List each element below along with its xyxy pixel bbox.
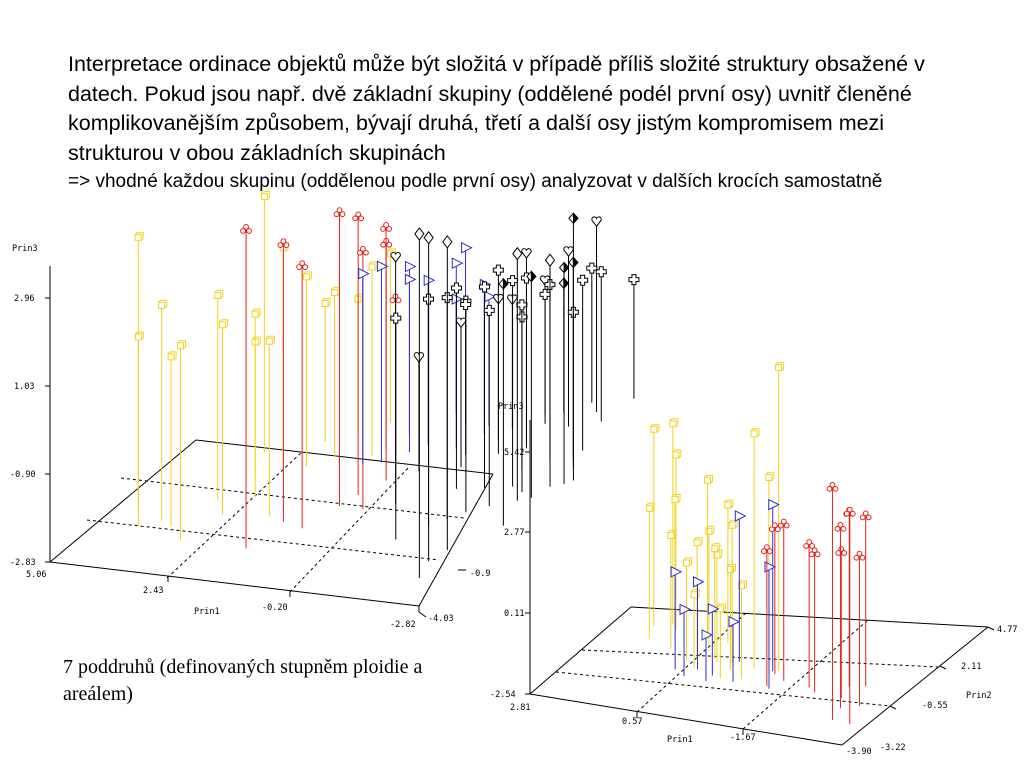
chart-left-y-tick-label: -0.9 [470,569,491,579]
data-point-marker [405,274,415,284]
data-point-marker [220,320,228,328]
chart-left-marks [135,191,639,578]
data-point-marker [705,475,713,483]
data-point [578,275,588,450]
chart-left-x-tick-label: -0.20 [262,603,288,613]
data-point [596,267,606,422]
data-point-marker [670,419,678,427]
data-point [135,232,143,508]
data-point-marker [252,309,260,317]
data-point [135,332,143,527]
data-point [355,294,363,432]
data-point-marker [135,232,143,240]
data-point [252,337,260,496]
chart-right-y-label: Prin2 [966,691,992,701]
data-point [415,228,424,578]
data-point [332,287,340,456]
chart-right-z-tick-label: 0.11 [504,609,525,619]
data-point-marker [135,332,143,340]
data-point-marker [391,313,401,323]
data-point-marker [729,520,737,528]
chart-right-z-tick-label: 5.42 [504,448,525,458]
data-point [836,547,847,698]
data-point-marker [451,283,461,293]
chart-left-floor-edge [196,440,493,474]
data-point [405,262,415,453]
chart-right-marks [646,363,871,724]
chart-right-frame [525,420,994,745]
data-point-marker [592,217,601,226]
data-point [369,262,377,457]
data-point [456,318,465,467]
data-point-marker [484,305,494,315]
chart-left-z-tick-label: -2.83 [10,558,36,568]
data-point [694,538,702,660]
chart-right-y-tick [890,706,896,709]
data-point-marker [596,267,606,277]
data-point-marker [369,262,377,270]
chart-left-x-tick-label: -2.82 [390,620,416,630]
data-point [278,239,289,522]
data-point-marker [177,341,185,349]
chart-left-y-tick [419,612,426,617]
chart-right-y-tick [940,666,946,669]
data-point-marker [452,258,462,268]
chart-left-x-tick-label: 5.06 [26,570,47,580]
data-point-marker [266,336,274,344]
data-point-marker [522,249,531,258]
data-point [559,278,568,412]
chart-left-z-label: Prin3 [12,244,38,254]
data-point [809,548,820,692]
data-point [261,191,269,452]
data-point [159,300,167,520]
data-point [751,429,759,668]
data-point-marker [651,424,659,432]
data-point [564,247,573,427]
chart-left-labels [10,244,490,630]
data-point-marker [702,630,712,640]
chart-right-y-tick-label: -0.55 [922,701,948,711]
chart-caption: 7 poddruhů (definovaných stupněm ploidie a areálem) [63,656,423,705]
data-point-marker [694,538,702,546]
data-point-marker [578,275,588,285]
data-point [177,341,185,541]
data-point [451,283,461,489]
data-point-marker [499,279,508,289]
data-point-marker [629,275,639,285]
data-point [220,320,228,515]
chart-right-grid-line [582,650,938,667]
chart-left-z-tick-label: -0.90 [10,470,36,480]
data-point-marker [680,604,690,614]
data-point-marker [725,500,733,508]
data-point-marker [587,263,597,273]
data-point-marker [462,243,472,253]
data-point [443,236,452,550]
chart-left-grid-line [121,478,464,518]
data-point [462,243,472,423]
data-point [304,272,312,467]
data-point-marker [646,503,654,511]
chart-right-floor-edge [842,627,988,745]
chart-right-z-tick-label: 2.77 [504,528,525,538]
data-point-marker [694,577,704,587]
chart-right-x-tick-label: -3.90 [846,747,872,757]
data-point [776,363,784,671]
data-point [587,263,597,402]
heading-conclusion: => vhodné každou skupinu (oddělenou podle první osy) analyzovat v dalších krocích samostatně [68,171,883,192]
data-point-marker [540,289,550,299]
chart-right-z-tick-label: -2.54 [490,690,516,700]
data-point [388,249,396,423]
data-point [680,604,690,676]
chart-right-y-tick [988,627,994,630]
data-point-marker [559,278,568,288]
chart-left-x-label: Prin1 [194,607,220,617]
data-point-marker [729,617,739,627]
data-point [651,424,659,626]
data-point-marker [391,253,400,262]
data-point-marker [546,254,555,266]
chart-right-grid-line [637,613,746,712]
chart-left-x-tick-label: 2.43 [143,586,164,596]
data-point-marker [712,544,720,552]
data-point [322,298,330,442]
data-point-marker [673,450,681,458]
chart-right-z-label: Prin3 [498,402,524,412]
data-point-marker [355,294,363,302]
data-point-marker [735,511,745,521]
data-point-marker [766,472,774,480]
chart-right-y-tick-label: -3.22 [880,743,906,753]
data-point-marker [304,272,312,280]
data-point [493,265,503,440]
data-point-marker [424,275,434,285]
chart-right-y-tick-label: 2.11 [961,662,982,672]
chart-left-y-tick-label: -4.03 [428,614,454,624]
data-point [241,225,252,549]
data-point-marker [332,287,340,295]
data-point [266,336,274,515]
data-point [717,604,725,678]
data-point-marker [261,191,269,199]
data-point-marker [751,429,759,437]
data-point-marker [359,269,369,279]
chart-left-grid-line [167,452,302,578]
data-point [712,544,720,660]
chart-right-grid-line [556,672,890,706]
data-point [540,289,550,423]
chart-right-x-tick-label: 0.57 [622,717,643,727]
data-point [280,243,288,468]
data-point [334,208,345,506]
data-point-marker [443,236,452,248]
data-point [168,352,176,526]
data-point-marker [159,300,167,308]
data-point-marker [564,247,573,256]
data-point-marker [215,290,223,298]
data-point-marker [168,352,176,360]
chart-left-grid-line [290,466,410,592]
data-point-marker [717,604,725,612]
data-point-marker [684,558,692,566]
data-point [517,300,527,470]
data-point [391,313,401,539]
data-point [252,309,260,478]
data-point [860,511,871,686]
chart-left-floor-edge [50,440,196,562]
data-point [629,275,639,399]
data-point-marker [513,248,522,260]
chart-right-floor-edge [530,607,631,694]
data-point [592,217,601,412]
data-point-marker [517,300,527,310]
heading-paragraph: Interpretace ordinace objektů může být složitá v případě příliš složité struktury obsažené v datech. Pokud jsou např. dvě základní skupiny (oddělené podél první osy) uvnitř členěné komplikovanějším způsobem, bývají druhá, třetí a další osy jistým kompromisem mezi strukturou v obou základních skupinách [68,52,925,165]
data-point-marker [424,232,433,244]
chart-right-y-tick-label: 4.77 [997,625,1018,635]
data-point-marker [415,228,424,240]
data-point-marker [252,337,260,345]
data-point-marker [560,263,569,273]
data-point [778,519,789,681]
data-point [844,507,855,686]
data-point [297,261,308,529]
data-point-marker [405,262,415,272]
data-point [646,503,654,639]
data-point-marker [569,213,578,223]
data-point [844,507,855,724]
chart-left-floor-edge [419,474,493,606]
data-point-marker [727,564,735,572]
chart-left-x-axis [50,562,419,606]
chart-left-z-tick-label: 2.96 [14,294,35,304]
data-point [827,482,838,719]
data-point [527,271,536,497]
data-point-marker [776,363,784,371]
data-point-marker [322,298,330,306]
data-point [804,540,815,688]
chart-right-x-tick-label: 2.81 [510,703,531,713]
data-point-marker [769,500,779,510]
data-point-marker [456,318,465,327]
data-point [484,305,494,506]
data-point-marker [493,265,503,275]
chart-right-x-tick-label: -1.67 [730,733,756,743]
data-point-marker [508,276,518,286]
chart-right-x-label: Prin1 [667,735,693,745]
chart-left-z-tick-label: 1.03 [14,382,35,392]
chart-left-grid-line [87,520,439,560]
data-point [854,551,865,706]
